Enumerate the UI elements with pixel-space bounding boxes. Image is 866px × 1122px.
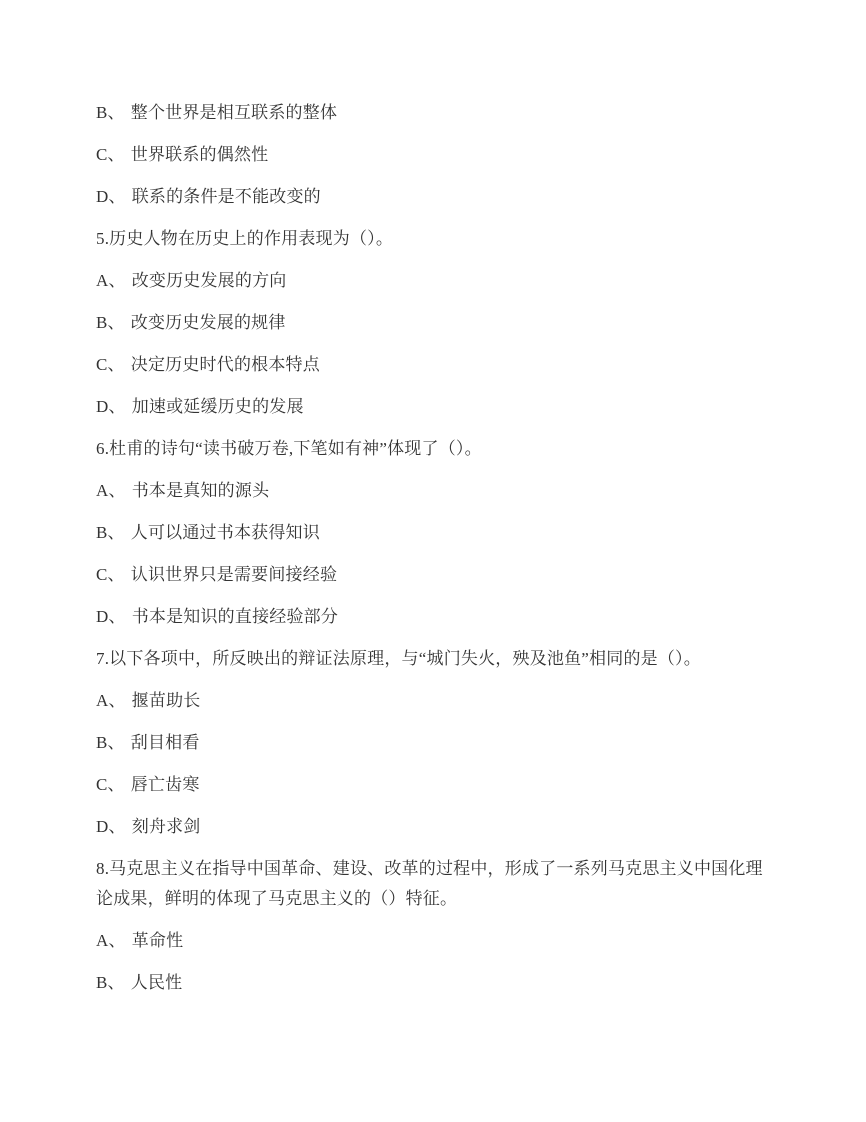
option-text: 唇亡齿寒 (130, 775, 200, 794)
option-row (96, 686, 768, 716)
option-row (96, 392, 768, 422)
option-text: 认识世界只是需要间接经验 (130, 565, 338, 584)
option-row (96, 308, 768, 338)
option-label: A、 (96, 931, 126, 950)
option-text: 书本是真知的源头 (131, 481, 270, 500)
option-label: D、 (96, 607, 126, 626)
option-label: B、 (96, 523, 125, 542)
option-row (96, 926, 768, 956)
option-label: B、 (96, 733, 125, 752)
question-stem: 5.历史人物在历史上的作用表现为（）。 (96, 229, 394, 248)
option-text: 人可以通过书本获得知识 (130, 523, 320, 542)
option-row (96, 968, 768, 998)
question-stem: 6.杜甫的诗句“读书破万卷,下笔如有神”体现了（）。 (96, 439, 482, 458)
option-text: 决定历史时代的根本特点 (130, 355, 320, 374)
option-text: 改变历史发展的规律 (130, 313, 286, 332)
option-label: B、 (96, 313, 125, 332)
option-label: A、 (96, 481, 126, 500)
option-text: 革命性 (131, 931, 184, 950)
option-text: 书本是知识的直接经验部分 (131, 607, 339, 626)
question-stem: 8.马克思主义在指导中国革命、建设、改革的过程中，形成了一系列马克思主义中国化理论成果，鲜明的体现了马克思主义的（）特征。 (96, 859, 763, 908)
option-label: A、 (96, 271, 126, 290)
option-label: B、 (96, 103, 125, 122)
option-text: 整个世界是相互联系的整体 (130, 103, 338, 122)
option-row (96, 98, 768, 128)
option-label: D、 (96, 187, 126, 206)
option-row (96, 476, 768, 506)
option-text: 刻舟求剑 (131, 817, 201, 836)
option-row (96, 770, 768, 800)
option-text: 世界联系的偶然性 (130, 145, 269, 164)
option-text: 改变历史发展的方向 (131, 271, 287, 290)
option-text: 刮目相看 (130, 733, 200, 752)
option-text: 揠苗助长 (131, 691, 201, 710)
option-row (96, 140, 768, 170)
option-row (96, 266, 768, 296)
option-row (96, 518, 768, 548)
option-label: D、 (96, 817, 126, 836)
option-row (96, 350, 768, 380)
option-label: C、 (96, 775, 125, 794)
option-label: B、 (96, 973, 125, 992)
option-text: 人民性 (130, 973, 183, 992)
option-label: A、 (96, 691, 126, 710)
option-row (96, 602, 768, 632)
question-stem: 7.以下各项中，所反映出的辩证法原理，与“城门失火，殃及池鱼”相同的是（）。 (96, 649, 701, 668)
option-row (96, 812, 768, 842)
option-row (96, 182, 768, 212)
option-label: D、 (96, 397, 126, 416)
option-row (96, 728, 768, 758)
option-text: 联系的条件是不能改变的 (131, 187, 321, 206)
option-row (96, 560, 768, 590)
option-text: 加速或延缓历史的发展 (131, 397, 304, 416)
option-label: C、 (96, 565, 125, 584)
option-label: C、 (96, 355, 125, 374)
option-label: C、 (96, 145, 125, 164)
